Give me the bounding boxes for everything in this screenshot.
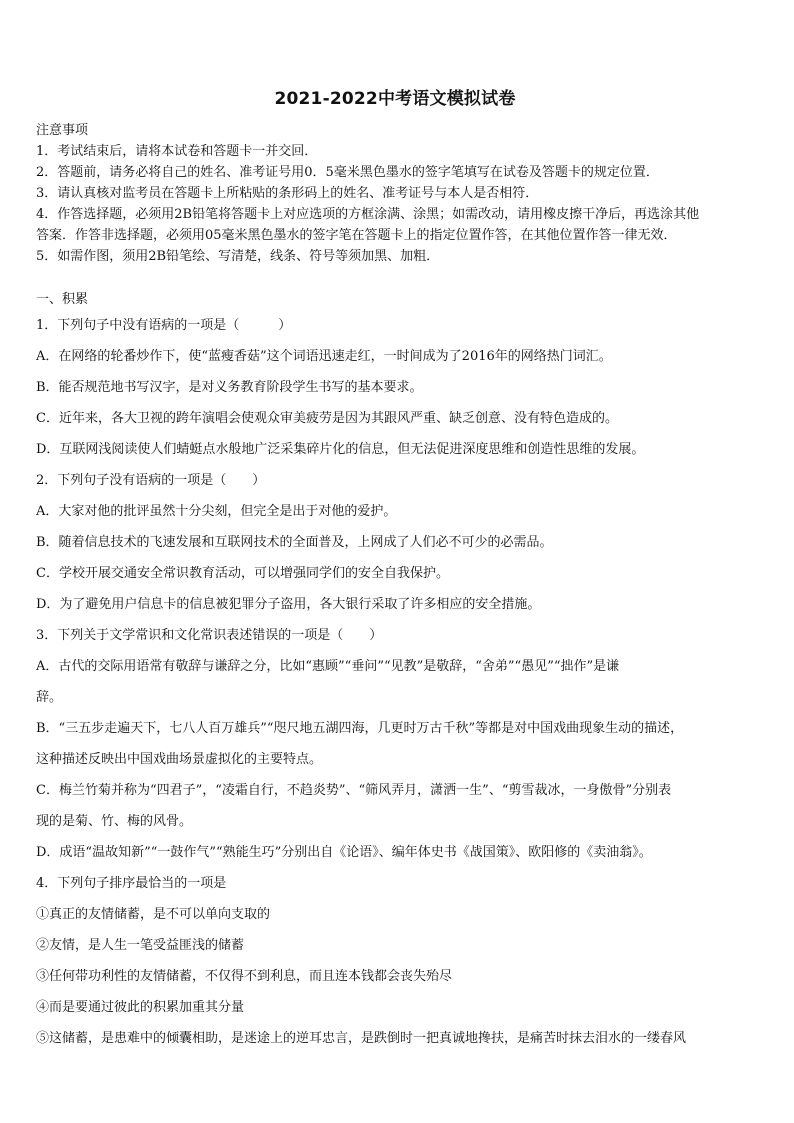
option-line: D．互联网浅阅读使人们蜻蜓点水般地广泛采集碎片化的信息，但无法促进深度思维和创造性思维的发展。 [36, 442, 645, 457]
option-line: C．近年来，各大卫视的跨年演唱会使观众审美疲劳是因为其跟风严重、缺乏创意、没有特色造成的。 [36, 411, 618, 426]
question-stem: 2．下列句子没有语病的一项是（ ） [36, 473, 266, 488]
option-line: A．在网络的轮番炒作下，使“蓝瘦香菇”这个词语迅速走红，一时间成为了2016年的网络热门词汇。 [36, 349, 612, 364]
option-line: 现的是菊、竹、梅的风骨。 [36, 814, 193, 829]
notice-heading: 注意事项 [36, 123, 89, 138]
notice-item: 2．答题前，请务必将自己的姓名、准考证号用0．5毫米黑色墨水的签字笔填写在试卷及答题卡的规定位置． [36, 165, 659, 180]
notice-section [36, 120, 754, 267]
option-line: B．能否规范地书写汉字，是对义务教育阶段学生书写的基本要求。 [36, 380, 423, 395]
sentence-line: ②友情，是人生一笔受益匪浅的储蓄 [36, 938, 245, 953]
sentence-line: ③任何带功利性的友情储蓄，不仅得不到利息，而且连本钱都会丧失殆尽 [36, 969, 453, 984]
notice-item: 答案．作答非选择题，必须用05毫米黑色墨水的签字笔在答题卡上的指定位置作答，在其他位置作答一律无效． [36, 228, 677, 243]
question-1 [36, 310, 754, 465]
sentence-line: ④而是要通过彼此的积累加重其分量 [36, 1000, 245, 1015]
option-line: A．大家对他的批评虽然十分尖刻，但完全是出于对他的爱护。 [36, 504, 397, 519]
question-3 [36, 620, 754, 868]
option-line: A．古代的交际用语常有敬辞与谦辞之分，比如“惠顾”“垂问”“见教”是敬辞，“舍弟”“愚见”“拙作”是谦 [36, 659, 620, 674]
page-title: 2021-2022中考语文模拟试卷 [274, 89, 516, 109]
sentence-line: ⑤这储蓄，是患难中的倾囊相助，是迷途上的逆耳忠言，是跌倒时一把真诚地搀扶，是痛苦时抹去泪水的一缕春风 [36, 1031, 687, 1046]
sentence-line: ①真正的友情储蓄，是不可以单向支取的 [36, 907, 271, 922]
question-list [36, 310, 754, 1054]
option-line: B．“三五步走遍天下，七八人百万雄兵”“咫尺地五湖四海，几更时万古千秋”等都是对中国戏曲现象生动的描述， [36, 721, 684, 736]
option-line: C．学校开展交通安全常识教育活动，可以增强同学们的安全自我保护。 [36, 566, 449, 581]
question-stem: 3．下列关于文学常识和文化常识表述错误的一项是（ ） [36, 628, 383, 643]
option-line: 辞。 [36, 690, 63, 705]
question-4 [36, 868, 754, 1054]
option-line: D．成语“温故知新”“一鼓作气”“熟能生巧”分别出自《论语》、编年体史书《战国策》、欧阳修的《卖油翁》。 [36, 845, 652, 860]
question-stem: 1．下列句子中没有语病的一项是（ ） [36, 318, 292, 333]
section-heading: 一、积累 [36, 292, 89, 307]
question-stem: 4．下列句子排序最恰当的一项是 [36, 876, 227, 891]
question-2 [36, 465, 754, 620]
notice-item: 4．作答选择题，必须用2B铅笔将答题卡上对应选项的方框涂满、涂黑；如需改动，请用橡皮擦干净后，再选涂其他 [36, 207, 700, 222]
notice-item: 5．如需作图，须用2B铅笔绘、写清楚，线条、符号等须加黑、加粗． [36, 249, 440, 264]
option-line: B．随着信息技术的飞速发展和互联网技术的全面普及，上网成了人们必不可少的必需品。 [36, 535, 553, 550]
option-line: 这种描述反映出中国戏曲场景虚拟化的主要特点。 [36, 752, 323, 767]
option-line: D．为了避免用户信息卡的信息被犯罪分子盗用，各大银行采取了许多相应的安全措施。 [36, 597, 541, 612]
notice-item: 3．请认真核对监考员在答题卡上所粘贴的条形码上的姓名、准考证号与本人是否相符． [36, 186, 539, 201]
option-line: C．梅兰竹菊并称为“四君子”，“凌霜自行，不趋炎势”、“筛风弄月，潇洒一生”、“剪雪裁冰，一身傲骨”分别表 [36, 783, 672, 798]
notice-list [36, 141, 754, 267]
notice-item: 1．考试结束后，请将本试卷和答题卡一并交回． [36, 144, 318, 159]
